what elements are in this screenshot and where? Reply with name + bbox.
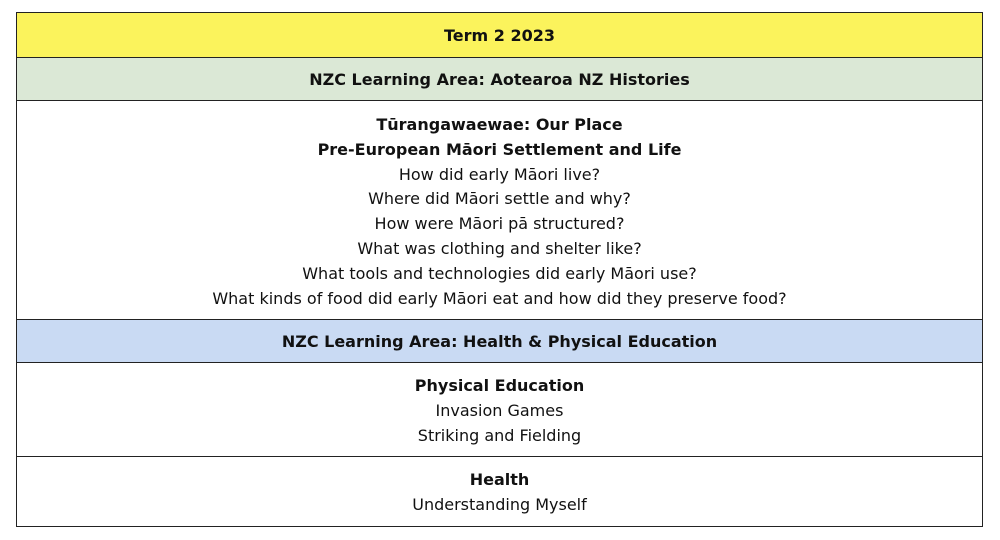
health-area-label: NZC Learning Area: Health & Physical Education (281, 332, 718, 351)
history-topic-subtitle: Pre-European Māori Settlement and Life (317, 139, 682, 159)
term-plan-table (16, 12, 983, 527)
history-question: How did early Māori live? (398, 164, 601, 184)
history-question: How were Māori pā structured? (374, 214, 625, 234)
health-area-heading (17, 320, 982, 363)
history-question: What tools and technologies did early Māori use? (302, 263, 697, 283)
history-question: What was clothing and shelter like? (357, 238, 642, 258)
history-content (17, 101, 982, 320)
physical-education-topic: Invasion Games (435, 400, 564, 420)
history-question: What kinds of food did early Māori eat and how did they preserve food? (212, 288, 787, 308)
term-heading (17, 13, 982, 58)
physical-education-title: Physical Education (414, 376, 585, 395)
health-topic: Understanding Myself (412, 494, 587, 514)
health-title: Health (469, 470, 530, 489)
history-topic-title: Tūrangawaewae: Our Place (376, 115, 623, 134)
history-area-heading (17, 58, 982, 101)
history-question: Where did Māori settle and why? (368, 189, 631, 209)
physical-education-topic: Striking and Fielding (417, 425, 582, 445)
physical-education-content (17, 363, 982, 457)
health-content (17, 457, 982, 526)
term-label: Term 2 2023 (443, 26, 555, 45)
history-area-label: NZC Learning Area: Aotearoa NZ Histories (309, 70, 690, 89)
